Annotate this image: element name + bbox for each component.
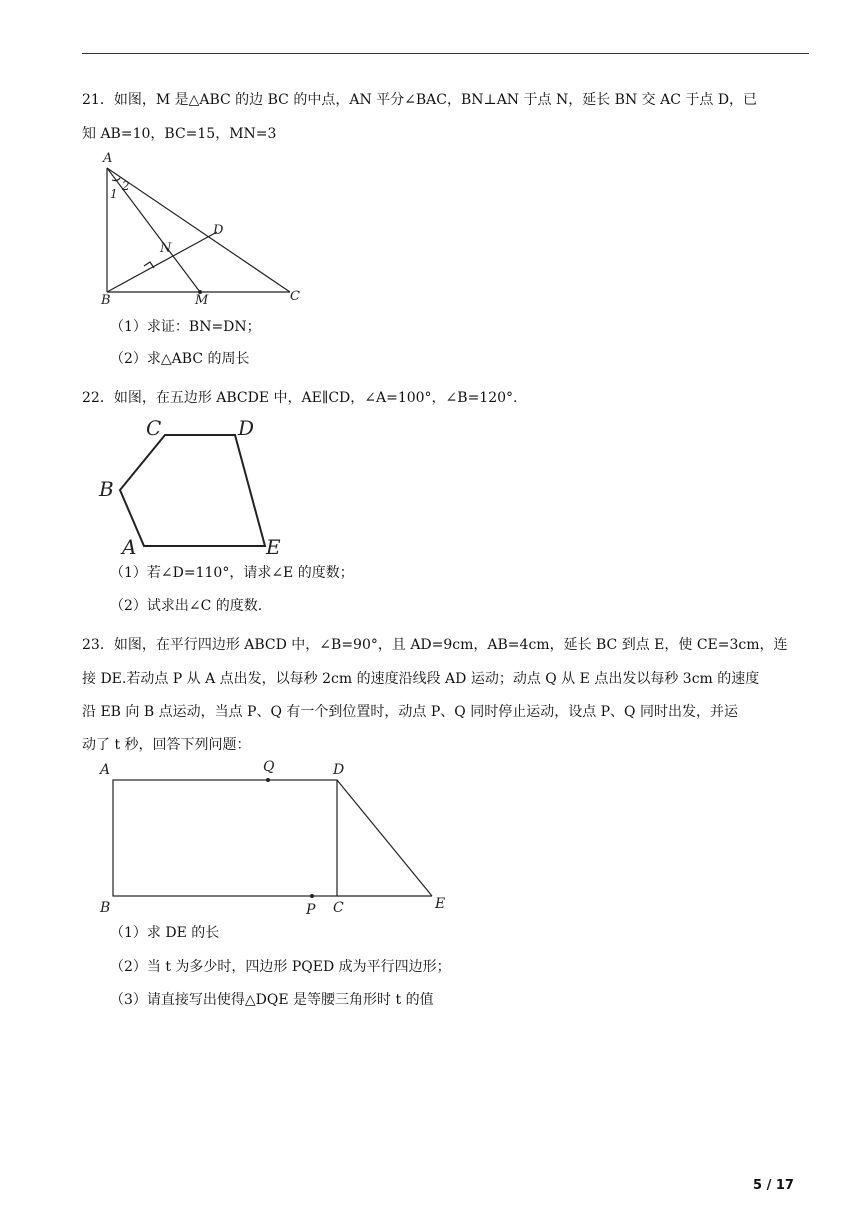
- pentagon-abcde: [120, 435, 265, 546]
- label-c: C: [290, 289, 300, 304]
- q23-text-line3: 沿 EB 向 B 点运动，当点 P、Q 有一个到位置时，动点 P、Q 同时停止运动，设点 P、Q 同时出发，并运: [82, 704, 738, 720]
- q23-text-line4: 动了 t 秒，回答下列问题：: [82, 737, 251, 753]
- q21-triangle-figure: [95, 148, 315, 308]
- rectangle-abcd: [113, 780, 337, 896]
- label-e: E: [435, 896, 446, 912]
- segment-am: [107, 168, 200, 292]
- label-e: E: [266, 535, 281, 559]
- q23-parallelogram-figure: [95, 755, 460, 920]
- label-m: M: [195, 293, 209, 308]
- q23-text-line2: 接 DE.若动点 P 从 A 点出发，以每秒 2cm 的速度沿线段 AD 运动；动点 Q 从 E 点出发以每秒 3cm 的速度: [82, 671, 760, 687]
- label-angle-2: 2: [122, 179, 130, 193]
- label-d: D: [213, 223, 224, 238]
- page-number: 5 / 17: [753, 1178, 794, 1193]
- label-p: P: [306, 902, 316, 918]
- point-p: [310, 894, 314, 898]
- label-angle-1: 1: [110, 187, 118, 201]
- q21-part2: （2）求△ABC 的周长: [110, 351, 250, 367]
- q21-text-line2: 知 AB=10，BC=15，MN=3: [82, 126, 277, 142]
- label-c: C: [333, 900, 344, 916]
- q21-text-line1: 21．如图，M 是△ABC 的边 BC 的中点，AN 平分∠BAC，BN⊥AN 于点 N，延长 BN 交 AC 于点 D，已: [82, 92, 758, 108]
- label-c: C: [146, 416, 162, 440]
- label-b: B: [99, 477, 114, 501]
- q23-part1: （1）求 DE 的长: [110, 925, 220, 941]
- label-a: A: [100, 762, 111, 778]
- label-d: D: [333, 762, 345, 778]
- label-a: A: [103, 151, 113, 166]
- q23-text-line1: 23．如图，在平行四边形 ABCD 中，∠B=90°，且 AD=9cm，AB=4cm，延长 BC 到点 E，使 CE=3cm，连: [82, 637, 788, 653]
- segment-ac: [107, 168, 290, 292]
- q23-part2: （2）当 t 为多少时，四边形 PQED 成为平行四边形；: [110, 959, 451, 975]
- label-b: B: [100, 900, 111, 916]
- label-a: A: [122, 535, 137, 559]
- q22-part2: （2）试求出∠C 的度数.: [110, 598, 263, 614]
- header-rule: [82, 53, 809, 54]
- label-d: D: [238, 416, 255, 440]
- q22-text-line1: 22．如图，在五边形 ABCDE 中，AE∥CD，∠A=100°，∠B=120°.: [82, 390, 518, 406]
- q22-pentagon-figure: [95, 415, 295, 560]
- label-n: N: [160, 241, 172, 256]
- label-q: Q: [263, 759, 275, 775]
- segment-de: [337, 780, 432, 896]
- q23-part3: （3）请直接写出使得△DQE 是等腰三角形时 t 的值: [110, 992, 434, 1008]
- q22-part1: （1）若∠D=110°，请求∠E 的度数；: [110, 565, 354, 581]
- q21-part1: （1）求证：BN=DN；: [110, 319, 261, 335]
- point-q: [266, 778, 270, 782]
- label-b: B: [101, 293, 111, 308]
